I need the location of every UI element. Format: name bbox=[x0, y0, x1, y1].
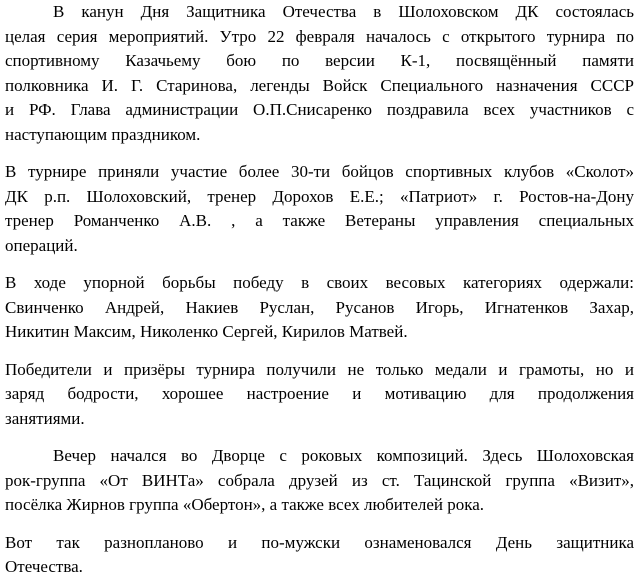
paragraph-line: и РФ. Глава администрации О.П.Снисаренко поздравила всех участников с bbox=[5, 100, 634, 119]
paragraph-line: ДК р.п. Шолоховский, тренер Дорохов Е.Е.; «Патриот» г. Ростов-на-Дону bbox=[5, 186, 634, 206]
paragraph-evening bbox=[5, 444, 634, 518]
paragraph-line: посёлка Жирнов группа «Обертон», а также всех любителей рока. bbox=[5, 495, 485, 514]
paragraph-spacer bbox=[5, 431, 634, 444]
paragraph-line: В ходе упорной борьбы победу в своих весовых категориях одержали: bbox=[5, 273, 634, 292]
paragraph-line: спортивному Казачьему бою по версии К-1, посвящённый памяти bbox=[5, 51, 634, 70]
paragraph-participants bbox=[5, 160, 634, 258]
paragraph-line: В канун Дня Защитника Отечества в Шолоховском ДК состоялась bbox=[53, 2, 634, 21]
paragraph-line: тренер Романченко А.В. , а также Ветераны управления специальных bbox=[5, 211, 634, 230]
paragraph-line: операций. bbox=[5, 235, 78, 255]
paragraph-winners bbox=[5, 271, 634, 345]
paragraph-intro bbox=[5, 0, 634, 147]
paragraph-line: целая серия мероприятий. Утро 22 февраля началось с открытого турнира по bbox=[5, 26, 634, 46]
paragraph-spacer bbox=[5, 518, 634, 531]
paragraph-line: Никитин Максим, Николенко Сергей, Кирилов Матвей. bbox=[5, 322, 408, 341]
paragraph-awards bbox=[5, 358, 634, 432]
paragraph-line: В турнире приняли участие более 30-ти бойцов спортивных клубов «Сколот» bbox=[5, 162, 634, 181]
paragraph-spacer bbox=[5, 258, 634, 271]
paragraph-line: Отечества. bbox=[5, 557, 83, 576]
paragraph-line: рок-группа «От ВИНТа» собрала друзей из ст. Тацинской группа «Визит», bbox=[5, 470, 634, 490]
paragraph-line: полковника И. Г. Старинова, легенды Войск Специального назначения СССР bbox=[5, 75, 634, 95]
paragraph-line: Свинченко Андрей, Накиев Руслан, Русанов Игорь, Игнатенков Захар, bbox=[5, 297, 634, 317]
paragraph-line: Победители и призёры турнира получили не только медали и грамоты, но и bbox=[5, 359, 634, 379]
paragraph-spacer bbox=[5, 345, 634, 358]
paragraph-line: Вот так разнопланово и по-мужски ознаменовался День защитника bbox=[5, 532, 634, 552]
paragraph-line: заряд бодрости, хорошее настроение и мотивацию для продолжения bbox=[5, 384, 634, 403]
paragraph-line: занятиями. bbox=[5, 408, 85, 428]
paragraph-spacer bbox=[5, 147, 634, 160]
paragraph-conclusion bbox=[5, 531, 634, 580]
document-body bbox=[5, 0, 634, 580]
paragraph-line: наступающим праздником. bbox=[5, 124, 201, 144]
paragraph-line: Вечер начался во Дворце с роковых композиций. Здесь Шолоховская bbox=[53, 446, 634, 465]
